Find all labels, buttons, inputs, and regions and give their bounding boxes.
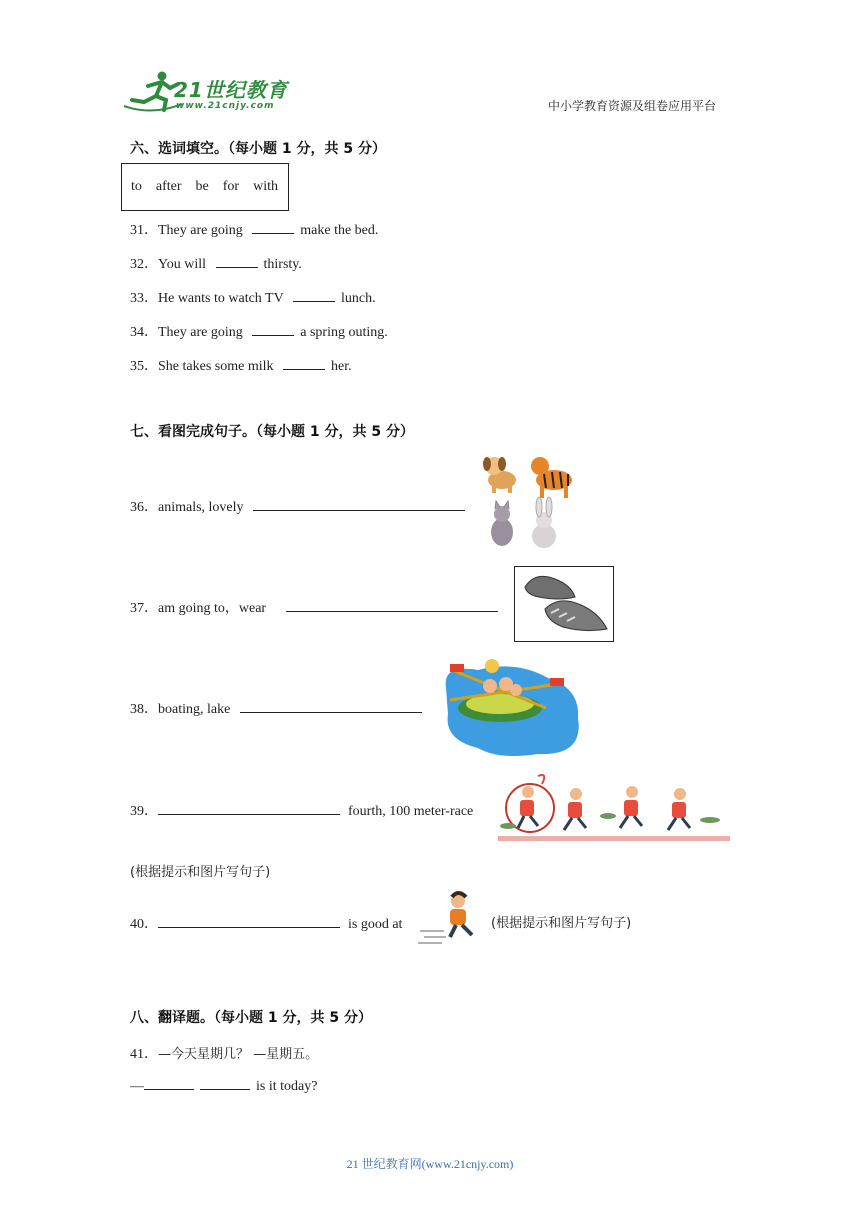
answer-blank[interactable] <box>158 915 340 928</box>
question-35: 35．She takes some milk her. <box>130 359 352 374</box>
race-picture <box>498 770 730 844</box>
question-31: 31．They are going make the bed. <box>130 223 379 238</box>
answer-blank[interactable] <box>216 255 258 268</box>
answer-blank[interactable] <box>283 357 325 370</box>
answer-blank[interactable] <box>293 289 335 302</box>
word-option: after <box>155 179 182 194</box>
answer-blank[interactable] <box>240 700 422 713</box>
question-40: 40． is good at <box>130 917 403 932</box>
question-32: 32．You will thirsty. <box>130 257 302 272</box>
word-box <box>121 163 289 211</box>
logo-url: www.21cnjy.com <box>176 101 275 111</box>
kayak-icon <box>438 656 583 760</box>
answer-blank[interactable] <box>252 221 294 234</box>
answer-blank[interactable] <box>158 802 340 815</box>
logo-text: 21世纪教育 <box>174 78 288 102</box>
question-38: 38．boating, lake <box>130 698 422 718</box>
sneakers-picture <box>514 566 614 642</box>
answer-blank[interactable] <box>286 599 498 612</box>
running-girl-picture <box>416 891 490 947</box>
platform-label: 中小学教育资源及组卷应用平台 <box>548 99 717 113</box>
question-33: 33．He wants to watch TV lunch. <box>130 291 376 306</box>
answer-blank[interactable] <box>253 498 465 511</box>
question-41: 41．—今天星期几？ —星期五。 <box>130 1047 319 1062</box>
question-41-answer: — is it today? <box>130 1079 318 1094</box>
section8-title: 八、翻译题。（每小题 1 分，共 5 分） <box>130 1010 372 1026</box>
boating-picture <box>438 656 583 760</box>
word-option: with <box>253 179 278 194</box>
section7-title: 七、看图完成句子。（每小题 1 分，共 5 分） <box>130 424 414 440</box>
word-option: be <box>195 179 209 194</box>
question-37: 37．am going to，wear <box>130 597 498 617</box>
question-34: 34．They are going a spring outing. <box>130 325 388 340</box>
question-36: 36．animals, lovely <box>130 496 465 516</box>
tiger-icon <box>531 457 572 498</box>
footer: 21 世纪教育网(www.21cnjy.com) <box>346 1157 514 1171</box>
question-39-note: (根据提示和图片写句子) <box>130 865 271 880</box>
dog-icon <box>483 457 516 493</box>
word-option: for <box>222 179 240 194</box>
logo <box>122 68 292 116</box>
question-39: 39． fourth, 100 meter-race <box>130 804 474 819</box>
rabbit-icon <box>532 497 556 548</box>
answer-blank[interactable] <box>144 1077 194 1090</box>
running-girl-icon <box>416 891 490 947</box>
animals-picture <box>478 452 578 554</box>
sneakers-icon <box>515 567 613 641</box>
cat-icon <box>491 501 513 546</box>
word-option: to <box>131 179 142 194</box>
answer-blank[interactable] <box>200 1077 250 1090</box>
runners-icon <box>498 770 730 844</box>
answer-blank[interactable] <box>252 323 294 336</box>
section6-title: 六、选词填空。（每小题 1 分，共 5 分） <box>130 141 386 157</box>
question-40-note: (根据提示和图片写句子) <box>491 916 632 931</box>
